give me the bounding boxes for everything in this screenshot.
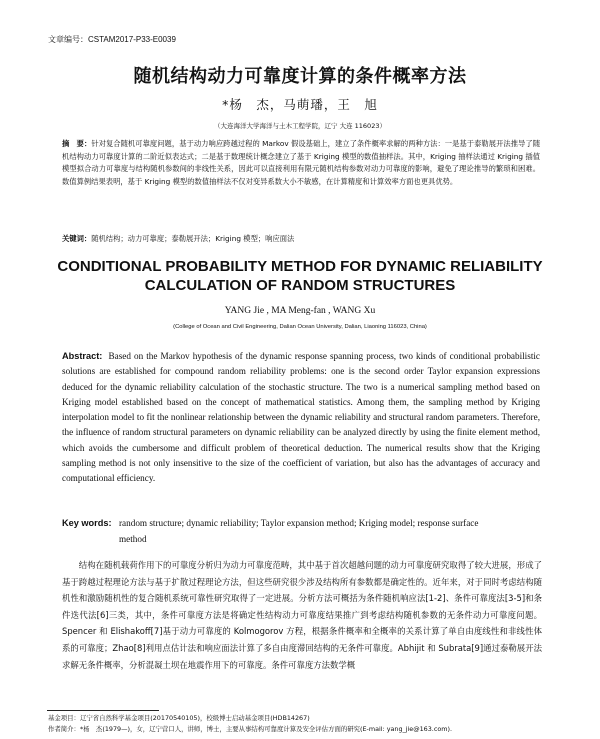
introduction-paragraph [62,557,542,673]
english-keywords-line-1: random structure; dynamic reliability; Taylor expansion method; Kriging model; response surface [119,518,479,528]
introduction-text: 结构在随机载荷作用下的可靠度分析归为动力可靠度范畴，其中基于首次超越问题的动力可靠度研究取得了较大进展，形成了基于跨越过程理论方法与基于扩散过程理论方法，但这些研究很少涉及结构所有参数都是确定性的。近年来，对于同时考虑结构随机性和激励随机性的复合随机系统可靠性研究取得了一定进展。分析方法可概括为条件随机响应法[1-2]、条件可靠度法[3-5]和条件迭代法[6]三类，其中，条件可靠度方法是将确定性结构动力可靠度结果推广到考虑结构随机参数的无条件动力可靠度问题。Spencer 和 Elishakoff[7]基于动力可靠度的 Kolmogorov 方程，根据条件概率和全概率的关系计算了单自由度线性和非线性体系的可靠度；Zhao[8]利用点估计法和响应面法计算了多自由度滞回结构的无条件可靠度。Abhijit 和 Subrata[9]通过泰勒展开法求解无条件概率，分析混凝土坝在地震作用下的可靠度。条件可靠度方法数学概 [62,560,542,670]
english-authors: YANG Jie , MA Meng-fan , WANG Xu [224,306,376,316]
chinese-title: 随机结构动力可靠度计算的条件概率方法 [133,66,467,87]
chinese-keywords-label: 关键词： [62,234,92,243]
footnote-author: 作者简介：*杨 杰(1979—)，女，辽宁营口人，讲师，博士，主要从事结构可靠度计算及安全评估方面的研究(E-mail: yang_jie@163.com). [48,725,453,733]
chinese-abstract-label: 摘 要： [62,139,92,148]
footnote-divider [47,710,159,711]
english-keywords [62,516,540,547]
english-affiliation: (College of Ocean and Civil Engineering, Dalian Ocean University, Dalian, Liaoning 116023, China) [173,324,427,330]
english-abstract-label: Abstract: [62,351,103,361]
english-title-line-2: CALCULATION OF RANDOM STRUCTURES [144,277,456,294]
english-abstract [62,349,540,487]
chinese-abstract [62,138,540,188]
chinese-keywords-text: 随机结构；动力可靠度；泰勒展开法；Kriging 模型；响应面法 [91,234,295,243]
english-abstract-text: Based on the Markov hypothesis of the dynamic response spanning process, two kinds of conditional probabilistic solutions are established for compound random reliability problems: one is the second order Taylor expansion expressions deduced for the dynamic reliability calculation of the stochastic structure. The two is a numerical sampling method based on Kriging model established based on the concept of mathematical statistics. Among them, the sampling method by Kriging interpolation model to fit the nonlinear relationship between the dynamic reliability and structural random parameters. Therefore, the influence of random structural parameters on dynamic reliability can be analyzed directly by using the finite element method, which avoids the cumbersome and difficult problem of theoretical deduction. The numerical results show that the Kriging sampling method is not only insensitive to the size of the coefficient of variation, but also has the advantages of accuracy and computational efficiency. [62,351,540,484]
chinese-authors: *杨 杰，马萌璠，王 旭 [222,97,378,112]
footnote-fund: 基金项目：辽宁省自然科学基金项目(20170540105)，校级博士启动基金项目(HDB14267) [48,714,310,722]
chinese-abstract-text: 针对复合随机可靠度问题，基于动力响应跨越过程的 Markov 假设基础上，建立了条件概率求解的两种方法：一是基于泰勒展开法推导了随机结构动力可靠度计算的二阶近似表达式；二是基于数理统计概念建立了基于 Kriging 模型的数值抽样法。其中，Kriging 抽样法通过 Kriging 插值模型拟合动力可靠度与结构随机参数间的非线性关系，因此可以直接利用有限元随机结构参数对动力可靠度的影响，避免了理论推导的繁琐和困难。数值算例结果表明，基于 Kriging 模型的数值抽样法不仅对变异系数大小不敏感，在计算精度和计算效率方面也更具优势。 [62,139,541,186]
english-title-line-1: CONDITIONAL PROBABILITY METHOD FOR DYNAMIC RELIABILITY [57,258,543,275]
english-keywords-line-2: method [119,533,147,544]
english-keywords-label: Key words: [62,518,112,528]
document-number: 文章编号：CSTAM2017-P33-E0039 [48,35,176,44]
chinese-keywords [62,234,540,244]
english-title [0,257,600,295]
chinese-affiliation: （大连海洋大学海洋与土木工程学院，辽宁 大连 116023） [214,122,386,130]
